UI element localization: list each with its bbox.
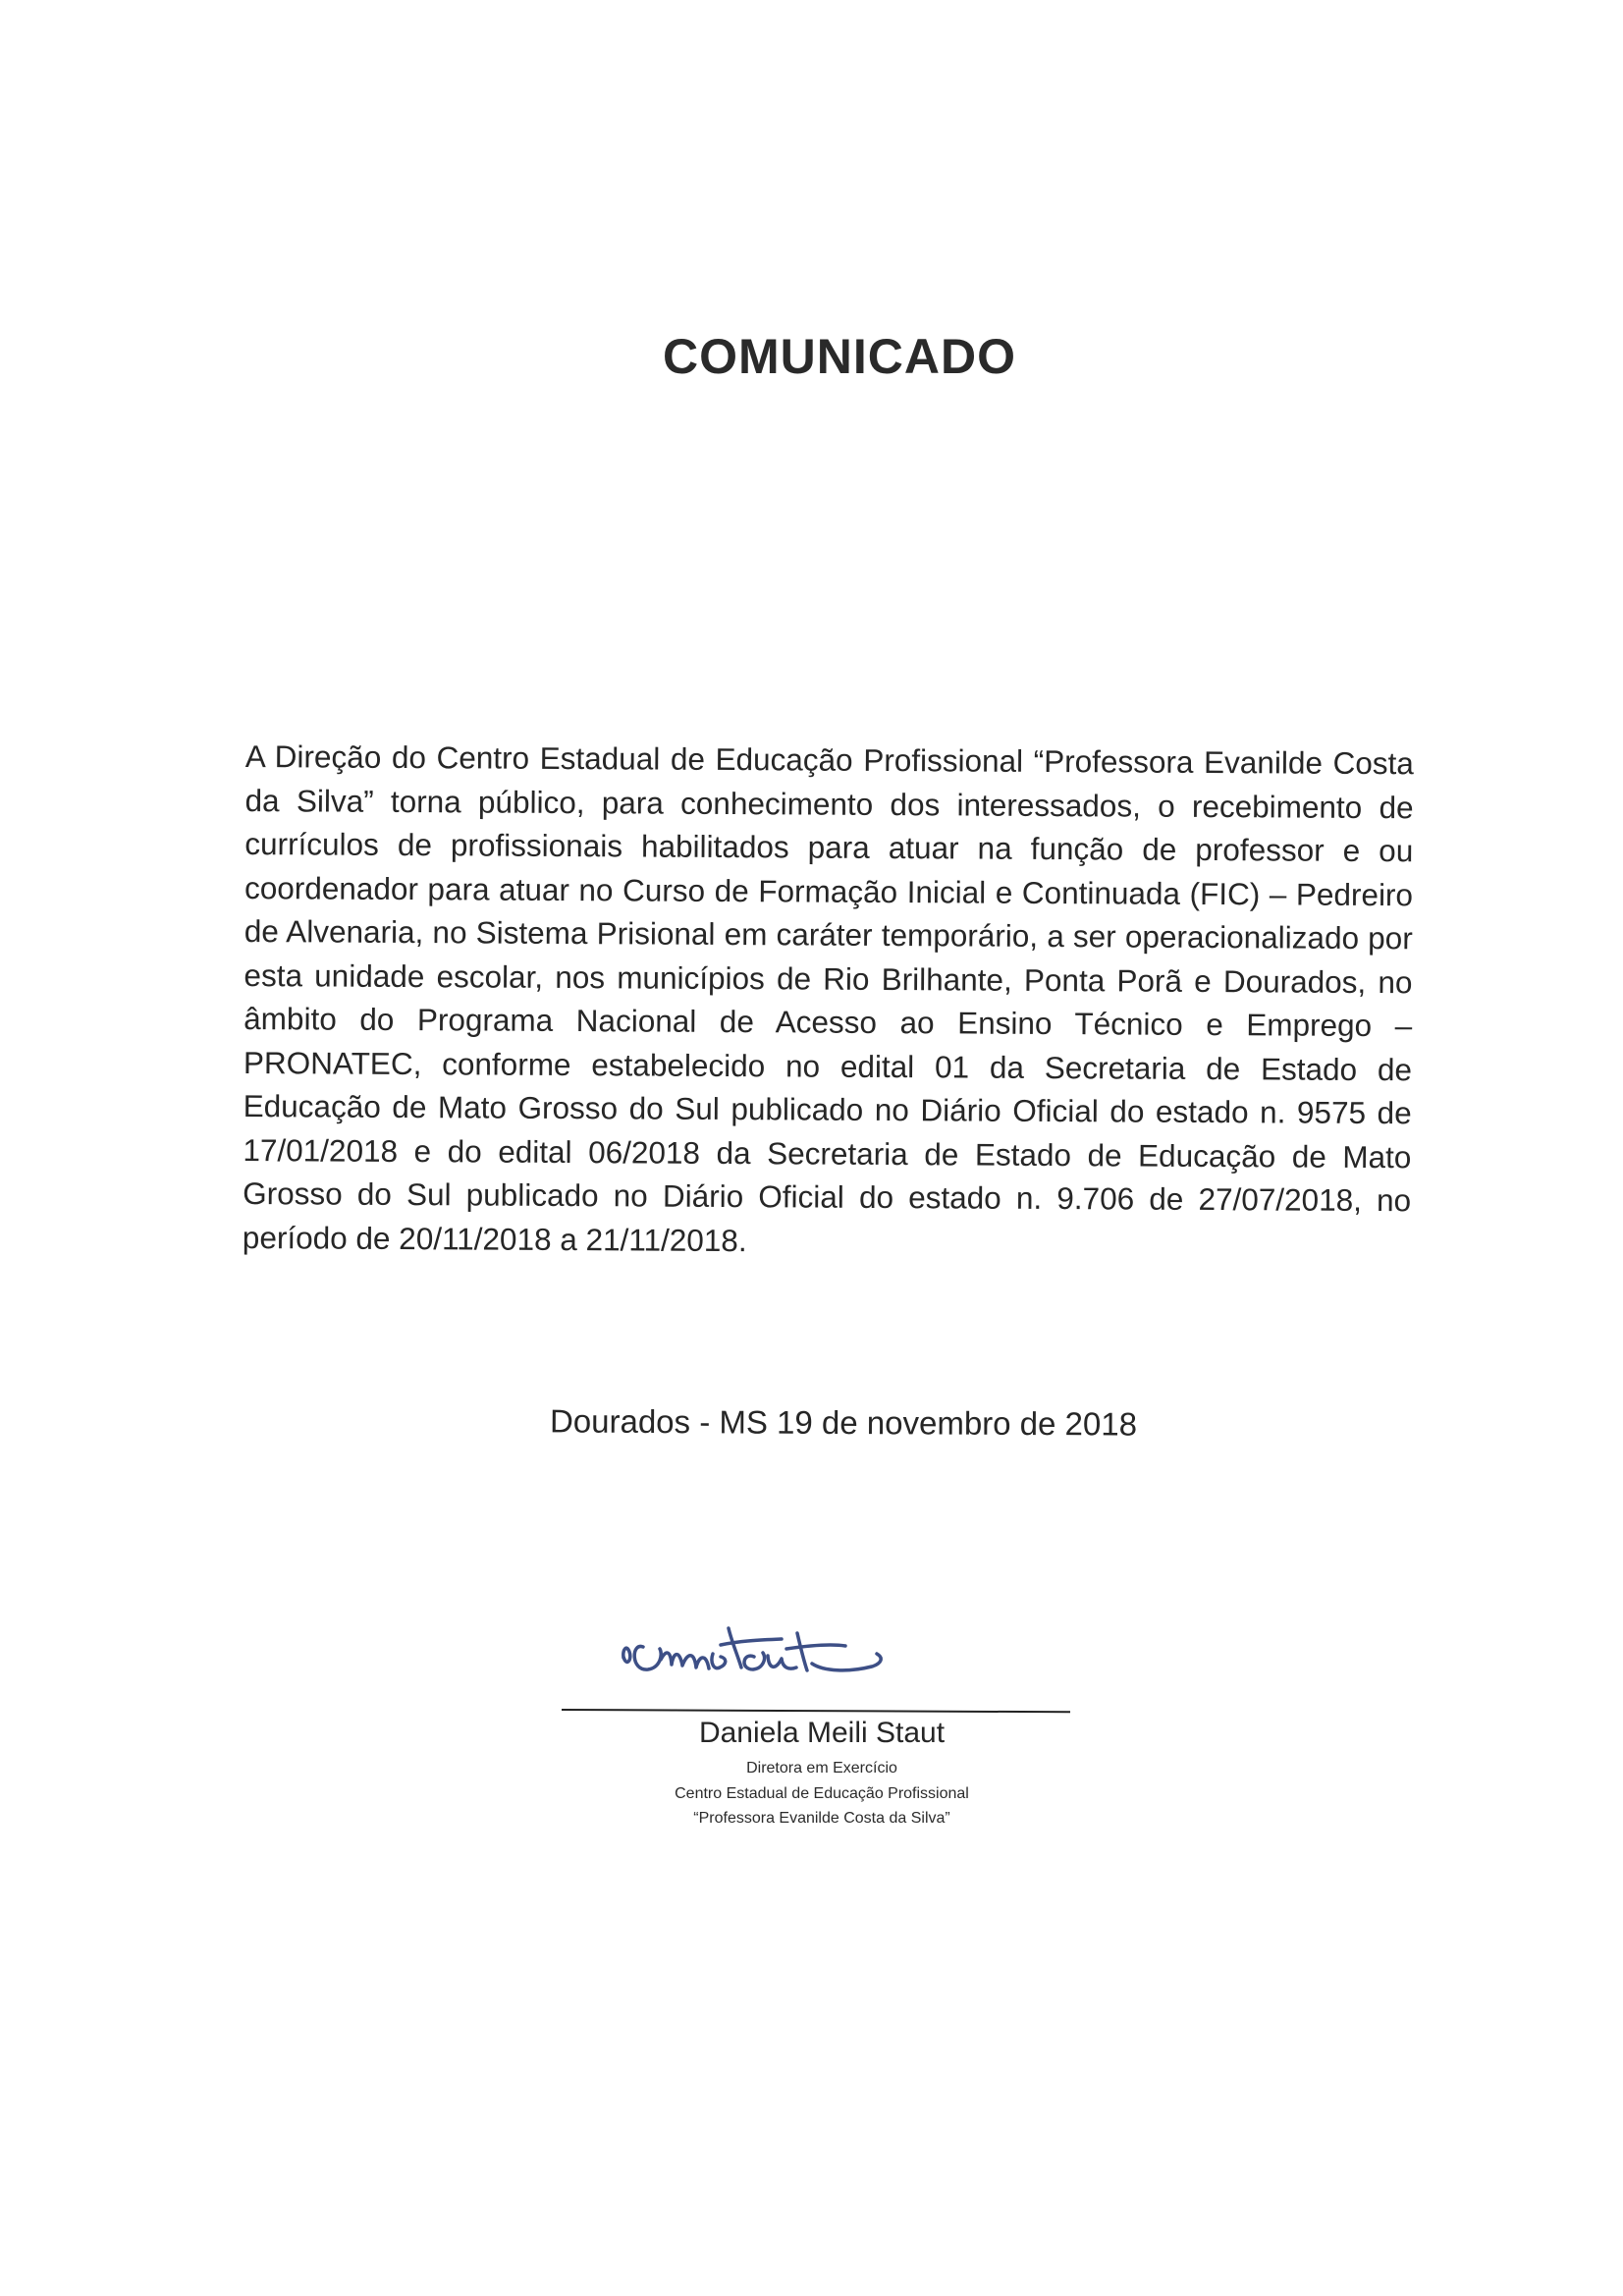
signer-role: Diretora em Exercício <box>746 1760 897 1777</box>
signer-organization: Centro Estadual de Educação Profissional <box>675 1785 969 1802</box>
announcement-paragraph: A Direção do Centro Estadual de Educação Profissional “Professora Evanilde Costa da Silva” torna público, para conhecimento dos interessados, o recebimento de currículos de profissionais habilitados para atuar na função de professor e ou coordenador para atuar no Curso de Formação Inicial e Continuada (FIC) – Pedreiro de Alvenaria, no Sistema Prisional em caráter temporário, a ser operacionalizado por esta unidade escolar, nos municípios de Rio Brilhante, Ponta Porã e Dourados, no âmbito do Programa Nacional de Acesso ao Ensino Técnico e Emprego – PRONATEC, conforme estabelecido no edital 01 da Secretaria de Estado de Educação de Mato Grosso do Sul publicado no Diário Oficial do estado n. 9575 de 17/01/2018 e do edital 06/2018 da Secretaria de Estado de Educação de Mato Grosso do Sul publicado no Diário Oficial do estado n. 9.706 de 27/07/2018, no período de 20/11/2018 a 21/11/2018. <box>242 738 1414 1258</box>
place-and-date: Dourados - MS 19 de novembro de 2018 <box>549 1402 1138 1443</box>
signature-line <box>562 1709 1070 1713</box>
signer-name: Daniela Meili Staut <box>698 1717 946 1749</box>
handwritten-signature <box>614 1611 928 1699</box>
signer-school: “Professora Evanilde Costa da Silva” <box>693 1810 950 1827</box>
document-title: COMUNICADO <box>663 328 1016 384</box>
